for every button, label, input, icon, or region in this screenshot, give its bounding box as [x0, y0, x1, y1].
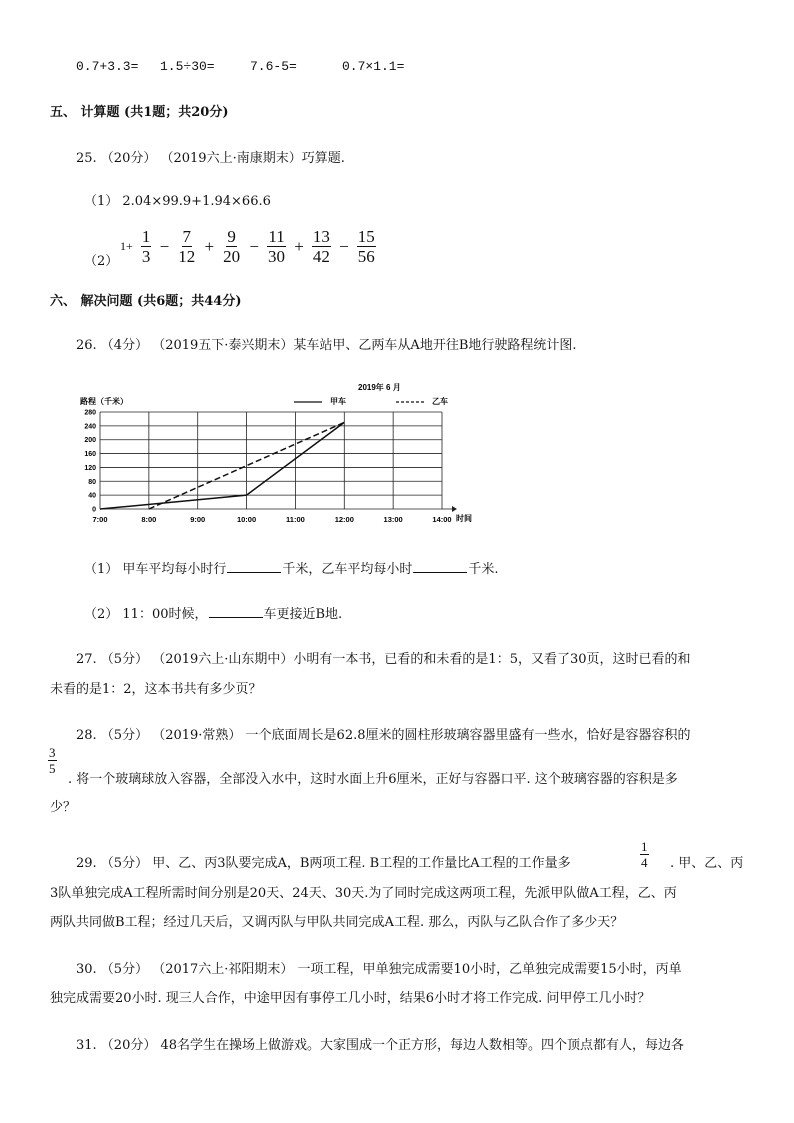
- y-tick-label: 120: [84, 464, 96, 472]
- fraction: $\frac{1}{3}$: [141, 227, 151, 266]
- operator: −: [249, 236, 259, 256]
- x-tick-label: 11:00: [286, 515, 305, 524]
- question-28-line-3: 少？: [50, 800, 77, 815]
- series-line-jia: [100, 422, 344, 509]
- y-tick-label: 280: [84, 409, 96, 417]
- y-tick-label: 0: [92, 506, 96, 514]
- operator: +: [294, 236, 304, 256]
- question-26-part-2: （2） 11：00时候， 车更接近B地.: [84, 607, 343, 622]
- question-29-line-1b: . 甲、乙、丙: [670, 856, 744, 871]
- distance-line-chart: [76, 378, 486, 528]
- x-axis-arrowhead: [452, 506, 457, 512]
- question-31-line-1: 31. （20分） 48名学生在操场上做游戏。大家围成一个正方形，每边人数相等。四个顶点都有人，每边各: [76, 1038, 685, 1053]
- chart-grid: [100, 412, 457, 512]
- y-tick-label: 160: [84, 451, 96, 459]
- question-27-line-1: 27. （5分） （2019六上·山东期中）小明有一本书，已看的和未看的是1：5，又看了30页，这时已看的和: [76, 652, 691, 667]
- x-axis-title: 时间: [456, 514, 472, 523]
- question-25-part-2-label: （2）: [84, 254, 119, 269]
- question-29-line-2: 3队单独完成A工程所需时间分别是20天、24天、30天.为了同时完成这两项工程，先派甲队做A工程，乙、丙: [50, 886, 677, 901]
- x-tick-label: 13:00: [383, 515, 403, 524]
- legend-label: 乙车: [432, 397, 448, 406]
- question-26-part-1: （1） 甲车平均每小时行 千米，乙车平均每小时 千米.: [84, 562, 499, 577]
- x-tick-label: 7:00: [92, 515, 108, 524]
- expr-4: 0.7×1.1=: [342, 59, 405, 74]
- section-heading-5: 五、 计算题 (共1题；共20分): [50, 105, 229, 120]
- question-29-fraction: $\frac{1}{4}$: [641, 839, 648, 870]
- question-29-line-1a: 29. （5分） 甲、乙、丙3队要完成A，B两项工程. B工程的工作量比A工程的工作量多: [76, 856, 571, 871]
- answer-blank[interactable]: [413, 560, 467, 573]
- expr-1: 0.7+3.3=: [76, 59, 139, 74]
- y-tick-label: 240: [84, 423, 96, 431]
- x-tick-label: 10:00: [236, 515, 257, 524]
- lead-term: 1+: [120, 239, 133, 253]
- fraction: $\frac{13}{42}$: [312, 227, 330, 266]
- question-28-line-1: 28. （5分） （2019·常熟） 一个底面周长是62.8厘米的圆柱形玻璃容器里盛有一些水，恰好是容器容积的: [76, 728, 691, 743]
- question-26-stem: 26. （4分） （2019五下·泰兴期末）某车站甲、乙两车从A地开往B地行驶路程统计图.: [76, 338, 577, 353]
- x-axis-tick-labels: [92, 515, 451, 524]
- y-axis-title: 路程（千米）: [80, 397, 128, 406]
- question-25-part-1: （1） 2.04×99.9+1.94×66.6: [84, 194, 271, 209]
- y-tick-label: 200: [84, 437, 96, 445]
- y-axis-tick-labels: [84, 410, 96, 514]
- question-25-stem: 25. （20分） （2019六上·南康期末）巧算题.: [76, 151, 345, 166]
- fraction: $\frac{15}{56}$: [357, 227, 375, 266]
- chart-series: [100, 422, 344, 509]
- operator: +: [204, 236, 215, 256]
- y-tick-label: 40: [88, 492, 96, 500]
- operator: −: [339, 236, 349, 256]
- legend-label: 甲车: [330, 397, 346, 406]
- fraction: $\frac{7}{12}$: [178, 227, 196, 266]
- question-28-line-2: . 将一个玻璃球放入容器，全部没入水中，这时水面上升6厘米，正好与容器口平. 这个玻璃容器的容积是多: [68, 772, 678, 787]
- fraction: $\frac{11}{30}$: [268, 227, 286, 266]
- expr-2: 1.5÷30=: [160, 59, 215, 74]
- question-30-line-1: 30. （5分） （2017六上·祁阳期末） 一项工程，甲单独完成需要10小时，乙单独完成需要15小时，丙单: [76, 962, 682, 977]
- x-tick-label: 14:00: [432, 515, 452, 524]
- x-tick-label: 8:00: [141, 515, 157, 524]
- x-tick-label: 12:00: [334, 515, 354, 524]
- expr-3: 7.6-5=: [250, 59, 297, 74]
- section-heading-6: 六、 解决问题 (共6题；共44分): [50, 294, 242, 309]
- question-30-line-2: 独完成需要20小时. 现三人合作，中途甲因有事停工几小时，结果6小时才将工作完成. 问甲停工几小时？: [50, 991, 651, 1006]
- x-tick-label: 9:00: [190, 515, 206, 524]
- question-29-line-3: 两队共同做B工程；经过几天后，又调丙队与甲队共同完成A工程. 那么，丙队与乙队合作了多少天？: [50, 915, 624, 930]
- question-25-part-2-expression: [118, 228, 378, 265]
- y-tick-label: 80: [88, 478, 96, 486]
- chart-title: 2019年 6 月: [358, 383, 401, 392]
- operator: −: [159, 236, 170, 256]
- answer-blank[interactable]: [227, 560, 281, 573]
- question-28-fraction: $\frac{3}{5}$: [49, 745, 56, 776]
- fraction: $\frac{9}{20}$: [223, 227, 241, 266]
- chart-legend: [294, 396, 448, 406]
- question-27-line-2: 未看的是1：2，这本书共有多少页？: [50, 682, 262, 697]
- answer-blank[interactable]: [209, 605, 263, 618]
